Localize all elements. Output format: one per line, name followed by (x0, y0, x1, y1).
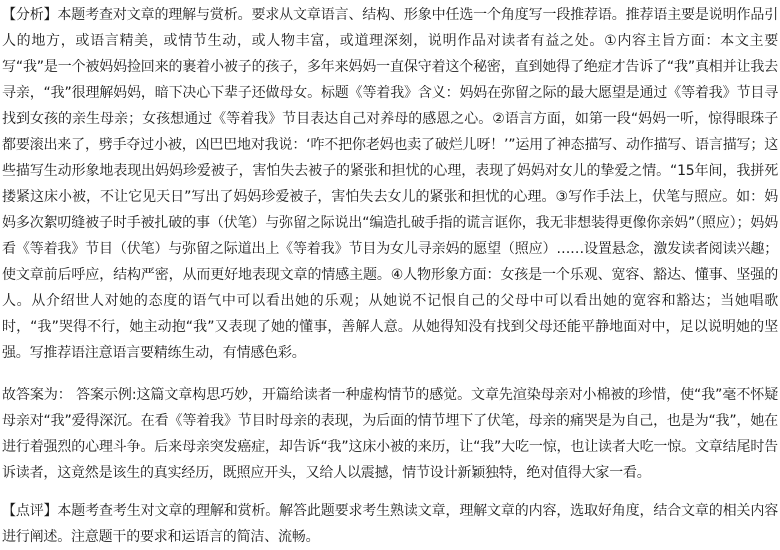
analysis-paragraph: 【分析】本题考查对文章的理解与赏析。要求从文章语言、结构、形象中任选一个角度写一段推荐语。推荐语主要是说明作品引人的地方，或语言精美，或情节生动，或人物丰富，或道理深刻，说明作品对读者有益之处。①内容主旨方面：本文主要写“我”是一个被妈妈捡回来的裹着小被子的孩子，多年来妈妈一直保守着这个秘密，直到她得了绝症才告诉了“我”真相并让我去寻亲，“我”很理解妈妈，暗下决心下辈子还做母女。标题《等着我》含义：妈妈在弥留之际的最大愿望是通过《等着我》节目寻找到女孩的亲生母亲；女孩想通过《等着我》节目表达自己对养母的感恩之心。②语言方面，如第一段“妈妈一听，惊得眼珠子都要滚出来了，劈手夺过小被，凶巴巴地对我说：‘咋不把你老妈也卖了破烂儿呀！’”运用了神态描写、动作描写、语言描写；这些描写生动形象地表现出妈妈珍爱被子，害怕失去被子的紧张和担忧的心理，表现了妈妈对女儿的挚爱之情。“15年间，我拼死搂紧这床小被，不让它见天日”写出了妈妈珍爱被子，害怕失去女儿的紧张和担忧的心理。③写作手法上，伏笔与照应。如：妈妈多次絮叨缝被子时手被扎破的事（伏笔）与弥留之际说出“编造扎破手指的谎言诓你，我无非想装得更像你亲妈”（照应）；妈妈看《等着我》节目（伏笔）与弥留之际道出上《等着我》节目为女儿寻亲妈的愿望（照应）……设置悬念，激发读者阅读兴趣；使文章前后呼应，结构严密，从而更好地表现文章的情感主题。④人物形象方面：女孩是一个乐观、宽容、豁达、懂事、坚强的人。从介绍世人对她的态度的语气中可以看出她的乐观；从她说不记恨自己的父母中可以看出她的宽容和豁达；当她唱歌时，“我”哭得不行，她主动抱“我”又表现了她的懂事，善解人意。从她得知没有找到父母还能平静地面对中，足以说明她的坚强。写推荐语注意语言要精练生动，有情感色彩。 (2, 7, 778, 361)
paragraph-spacer (2, 486, 778, 498)
comment-paragraph: 【点评】本题考查考生对文章的理解和赏析。解答此题要求考生熟读文章，理解文章的内容，选取好角度，结合文章的相关内容进行阐述。注意题干的要求和运语言的简洁、流畅。 (2, 503, 778, 545)
paragraph-spacer (2, 366, 778, 382)
answer-paragraph: 故答案为： 答案示例:这篇文章构思巧妙，开篇给读者一种虚构情节的感觉。文章先渲染母亲对小棉被的珍惜，使“我”毫不怀疑母亲对“我”爱得深沉。在看《等着我》节目时母亲的表现，为后面的情节埋下了伏笔，母亲的痛哭是为自己，也是为“我”，她在进行着强烈的心理斗争。后来母亲突发癌症，却告诉“我”这床小被的来历，让“我”大吃一惊，也让读者大吃一惊。文章结尾时告诉读者，这竟然是该生的真实经历，既照应开头，又给人以震撼，情节设计新颖独特，绝对值得大家一看。 (2, 387, 778, 481)
